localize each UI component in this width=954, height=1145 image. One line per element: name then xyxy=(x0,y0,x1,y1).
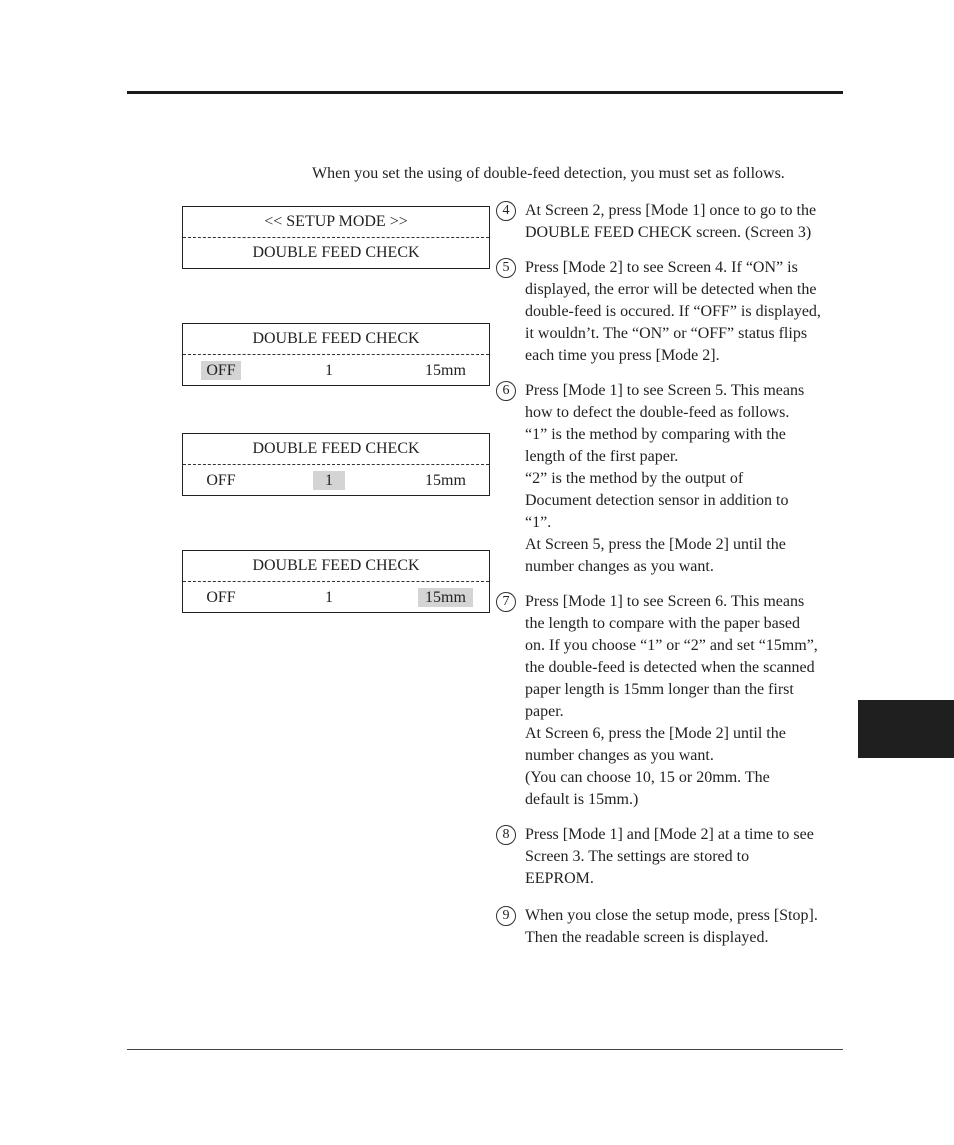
step-list xyxy=(496,200,846,949)
step-line: paper. xyxy=(525,703,564,720)
step-line: Then the readable screen is displayed. xyxy=(525,929,769,946)
step-line: At Screen 6, press the [Mode 2] until the xyxy=(525,725,786,742)
lcd-method-value: 1 xyxy=(325,362,333,379)
step-line: Press [Mode 1] to see Screen 5. This means xyxy=(525,382,805,399)
step-line: Screen 3. The settings are stored to xyxy=(525,848,750,865)
step-line: When you close the setup mode, press [Stop]. xyxy=(525,907,818,924)
step-line: Document detection sensor in addition to xyxy=(525,492,789,509)
step-number: 8 xyxy=(496,825,516,845)
step-line: At Screen 5, press the [Mode 2] until the xyxy=(525,536,786,553)
lcd-title: DOUBLE FEED CHECK xyxy=(183,324,489,355)
step-9 xyxy=(496,905,846,949)
lcd-line-2: DOUBLE FEED CHECK xyxy=(252,244,420,261)
step-line: it wouldn’t. The “ON” or “OFF” status flips xyxy=(525,325,808,342)
lcd-screen-5 xyxy=(182,433,490,496)
lcd-screen-4 xyxy=(182,323,490,386)
lcd-length-value: 15mm xyxy=(425,362,466,379)
step-5 xyxy=(496,257,846,367)
lcd-method-value: 1 xyxy=(313,471,345,490)
step-line: number changes as you want. xyxy=(525,558,714,575)
step-line: “1” is the method by comparing with the xyxy=(525,426,786,443)
step-line: displayed, the error will be detected when the xyxy=(525,281,817,298)
step-line: “1”. xyxy=(525,514,552,531)
step-7 xyxy=(496,591,846,811)
step-line: Press [Mode 2] to see Screen 4. If “ON” is xyxy=(525,259,798,276)
step-number: 4 xyxy=(496,201,516,221)
step-line: Press [Mode 1] and [Mode 2] at a time to see xyxy=(525,826,814,843)
step-line: on. If you choose “1” or “2” and set “15mm”, xyxy=(525,637,818,654)
chapter-tab xyxy=(858,700,954,758)
step-4 xyxy=(496,200,846,244)
lcd-status-value: OFF xyxy=(206,472,236,489)
step-8 xyxy=(496,824,846,890)
step-number: 9 xyxy=(496,906,516,926)
step-6 xyxy=(496,380,846,578)
lcd-length-value: 15mm xyxy=(418,588,473,607)
step-line: (You can choose 10, 15 or 20mm. The xyxy=(525,769,770,786)
step-line: Press [Mode 1] to see Screen 6. This means xyxy=(525,593,805,610)
step-number: 5 xyxy=(496,258,516,278)
lcd-length-value: 15mm xyxy=(425,472,466,489)
lcd-status-value: OFF xyxy=(206,589,236,606)
intro-text: When you set the using of double-feed detection, you must set as follows. xyxy=(312,165,785,182)
step-line: how to defect the double-feed as follows. xyxy=(525,404,790,421)
step-line: the length to compare with the paper based xyxy=(525,615,801,632)
step-line: each time you press [Mode 2]. xyxy=(525,347,720,364)
step-number: 7 xyxy=(496,592,516,612)
step-number: 6 xyxy=(496,381,516,401)
header-rule xyxy=(127,91,843,94)
step-line: the double-feed is detected when the scanned xyxy=(525,659,815,676)
step-line: length of the first paper. xyxy=(525,448,679,465)
step-line: number changes as you want. xyxy=(525,747,714,764)
lcd-screen-6 xyxy=(182,550,490,613)
footer-rule xyxy=(127,1049,843,1050)
step-line: “2” is the method by the output of xyxy=(525,470,744,487)
lcd-method-value: 1 xyxy=(325,589,333,606)
lcd-status-value: OFF xyxy=(201,361,241,380)
lcd-line-1: << SETUP MODE >> xyxy=(183,207,489,238)
lcd-title: DOUBLE FEED CHECK xyxy=(183,551,489,582)
step-line: EEPROM. xyxy=(525,870,594,887)
lcd-screen-3 xyxy=(182,206,490,269)
step-line: double-feed is occured. If “OFF” is displayed, xyxy=(525,303,821,320)
step-line: default is 15mm.) xyxy=(525,791,639,808)
step-line: DOUBLE FEED CHECK screen. (Screen 3) xyxy=(525,224,812,241)
lcd-title: DOUBLE FEED CHECK xyxy=(183,434,489,465)
step-line: At Screen 2, press [Mode 1] once to go to the xyxy=(525,202,817,219)
step-line: paper length is 15mm longer than the first xyxy=(525,681,794,698)
